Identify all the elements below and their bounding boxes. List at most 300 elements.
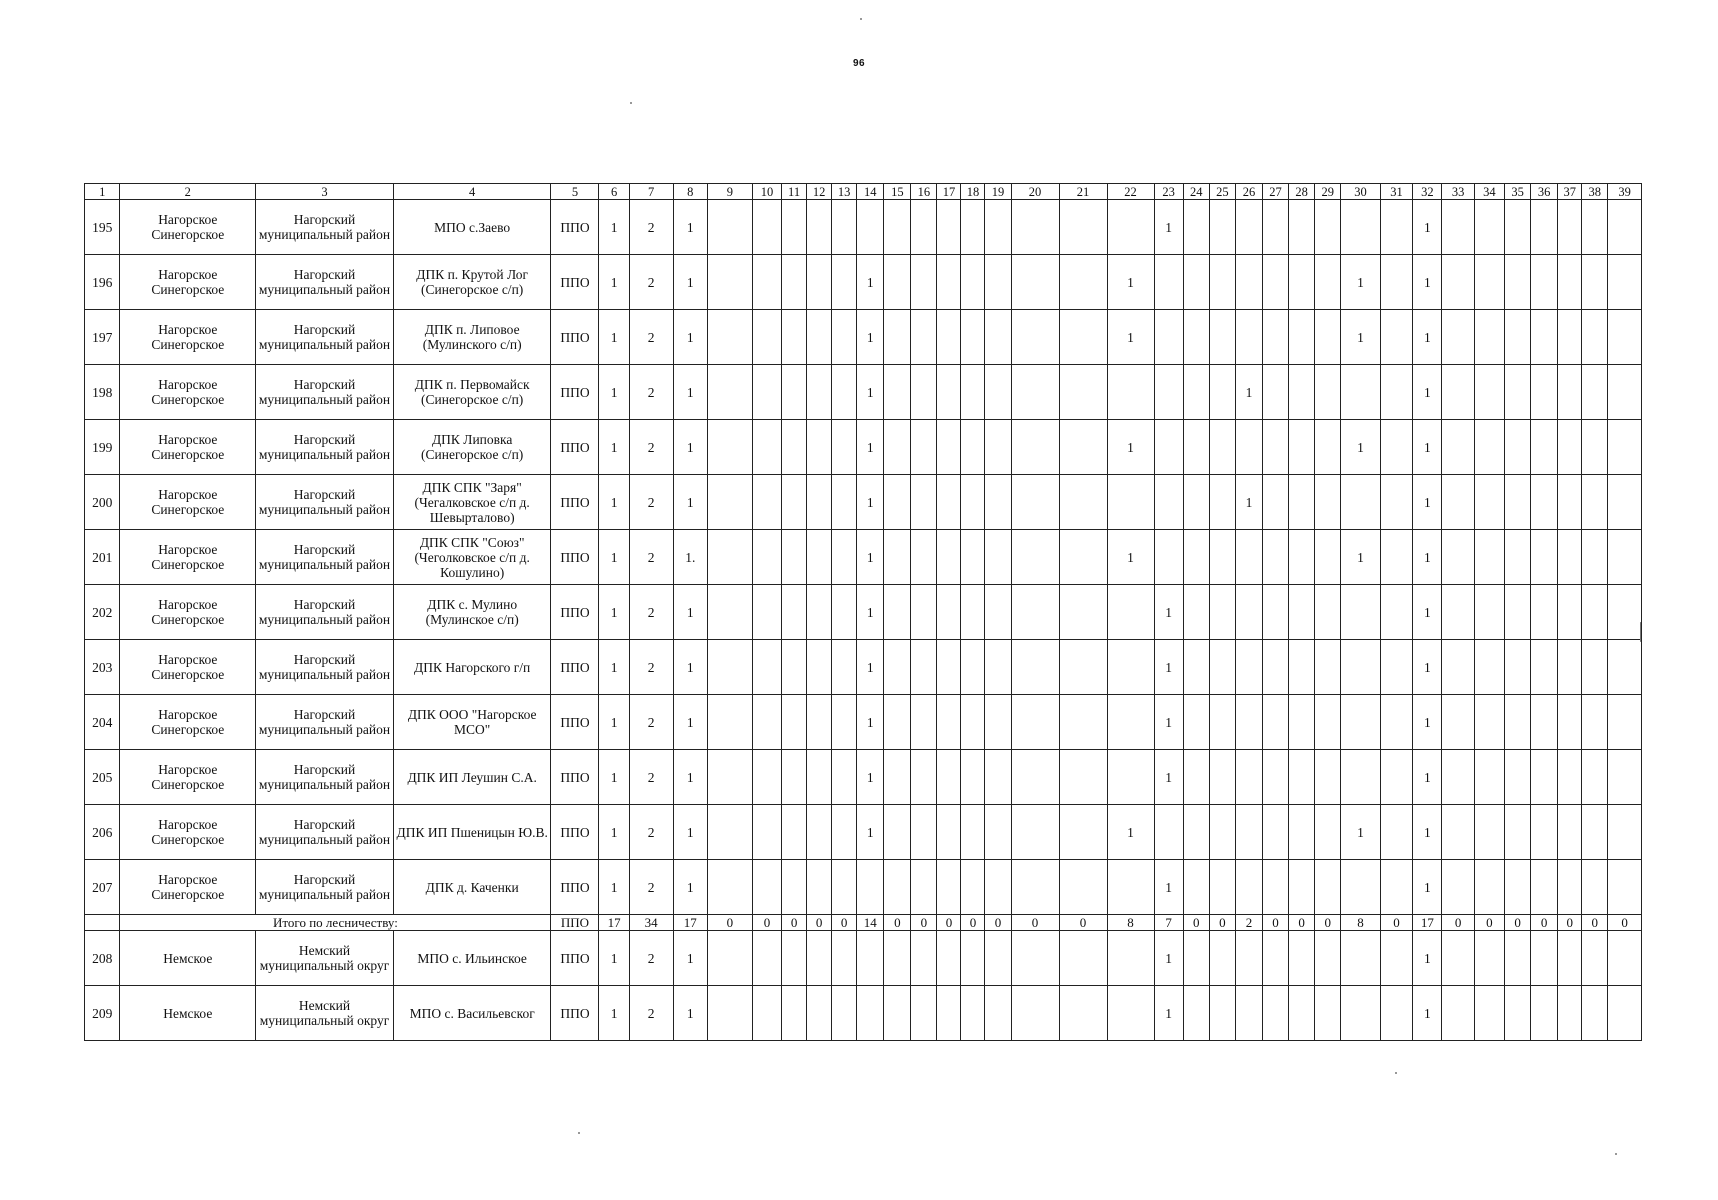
- unit-type-cell: ППО: [551, 475, 599, 530]
- table-row: [85, 365, 1642, 420]
- total-value-cell: 0: [807, 915, 832, 931]
- empty-cell: [1608, 200, 1642, 255]
- total-value-cell: 0: [1608, 915, 1642, 931]
- column-number-header-row: [85, 184, 1642, 200]
- value-cell-col-14: 1: [857, 640, 884, 695]
- value-cell-col-6: 1: [599, 931, 629, 986]
- scan-speck: [578, 1132, 580, 1134]
- value-cell-col-26: [1235, 860, 1262, 915]
- empty-cell: [1209, 860, 1235, 915]
- value-cell-col-23: [1154, 310, 1183, 365]
- empty-cell: [1209, 310, 1235, 365]
- empty-cell: [1183, 640, 1209, 695]
- page-number: 96: [852, 58, 866, 69]
- value-cell-col-26: [1235, 986, 1262, 1041]
- empty-cell: [911, 750, 937, 805]
- fire-unit-name-cell: ДПК СПК "Союз" (Чеголковское с/п д. Кошулино): [393, 530, 551, 585]
- empty-cell: [884, 200, 911, 255]
- empty-cell: [961, 530, 985, 585]
- empty-cell: [1183, 255, 1209, 310]
- empty-cell: [1380, 310, 1412, 365]
- empty-cell: [1380, 931, 1412, 986]
- total-value-cell: 0: [985, 915, 1011, 931]
- empty-cell: [1011, 365, 1059, 420]
- value-cell-col-32: 1: [1413, 200, 1442, 255]
- value-cell-col-7: 2: [629, 475, 673, 530]
- empty-cell: [1442, 475, 1474, 530]
- empty-cell: [782, 695, 807, 750]
- unit-type-cell: ППО: [551, 530, 599, 585]
- empty-cell: [1505, 420, 1531, 475]
- table-row: [85, 585, 1642, 640]
- column-number-header: 32: [1413, 184, 1442, 200]
- empty-cell: [832, 310, 857, 365]
- district-name-cell: Нагорский муниципальный район: [256, 695, 394, 750]
- empty-cell: [1582, 695, 1608, 750]
- empty-cell: [1183, 200, 1209, 255]
- value-cell-col-6: 1: [599, 475, 629, 530]
- value-cell-col-7: 2: [629, 640, 673, 695]
- empty-cell: [1059, 255, 1107, 310]
- empty-cell: [707, 420, 752, 475]
- unit-type-cell: ППО: [551, 310, 599, 365]
- empty-cell: [961, 750, 985, 805]
- empty-cell: [1183, 860, 1209, 915]
- forestry-name-cell: Нагорское Синегорское: [120, 805, 256, 860]
- empty-cell: [1558, 475, 1582, 530]
- value-cell-col-22: 1: [1107, 255, 1154, 310]
- empty-cell: [1059, 420, 1107, 475]
- empty-cell: [911, 310, 937, 365]
- total-value-cell: 0: [1059, 915, 1107, 931]
- forestry-total-row: [85, 915, 1642, 931]
- column-number-header: 39: [1608, 184, 1642, 200]
- value-cell-col-6: 1: [599, 310, 629, 365]
- value-cell-col-8: 1: [673, 255, 707, 310]
- column-number-header: 34: [1474, 184, 1504, 200]
- empty-cell: [911, 200, 937, 255]
- empty-cell: [752, 695, 781, 750]
- column-number-header: 7: [629, 184, 673, 200]
- value-cell-col-26: [1235, 805, 1262, 860]
- empty-cell: [1209, 200, 1235, 255]
- value-cell-col-30: 1: [1341, 420, 1381, 475]
- column-number-header: 35: [1505, 184, 1531, 200]
- unit-type-cell: ППО: [551, 585, 599, 640]
- column-number-header: 12: [807, 184, 832, 200]
- value-cell-col-6: 1: [599, 640, 629, 695]
- empty-cell: [1315, 365, 1341, 420]
- empty-cell: [1380, 640, 1412, 695]
- table-row: [85, 860, 1642, 915]
- empty-cell: [1209, 986, 1235, 1041]
- district-name-cell: Нагорский муниципальный район: [256, 805, 394, 860]
- empty-cell: [985, 750, 1011, 805]
- row-number-cell: 207: [85, 860, 120, 915]
- empty-cell: [1608, 530, 1642, 585]
- empty-cell: [1289, 530, 1315, 585]
- empty-cell: [1531, 860, 1558, 915]
- empty-cell: [807, 640, 832, 695]
- empty-cell: [807, 475, 832, 530]
- empty-cell: [1505, 986, 1531, 1041]
- empty-cell: [1380, 420, 1412, 475]
- empty-cell: [911, 695, 937, 750]
- total-value-cell: 8: [1107, 915, 1154, 931]
- empty-cell: [1289, 750, 1315, 805]
- empty-cell: [961, 695, 985, 750]
- empty-cell: [1558, 420, 1582, 475]
- value-cell-col-8: 1: [673, 420, 707, 475]
- district-name-cell: Нагорский муниципальный район: [256, 475, 394, 530]
- empty-cell: [1380, 365, 1412, 420]
- total-value-cell: 0: [1558, 915, 1582, 931]
- empty-cell: [911, 530, 937, 585]
- empty-cell: [1474, 530, 1504, 585]
- value-cell-col-30: 1: [1341, 530, 1381, 585]
- value-cell-col-14: 1: [857, 420, 884, 475]
- empty-cell: [707, 931, 752, 986]
- value-cell-col-14: [857, 931, 884, 986]
- empty-cell: [1442, 640, 1474, 695]
- empty-cell: [1558, 255, 1582, 310]
- empty-cell: [1059, 640, 1107, 695]
- empty-cell: [752, 475, 781, 530]
- empty-cell: [752, 931, 781, 986]
- forestry-name-cell: Нагорское Синегорское: [120, 365, 256, 420]
- empty-cell: [1442, 200, 1474, 255]
- empty-cell: [1059, 310, 1107, 365]
- district-name-cell: Нагорский муниципальный район: [256, 200, 394, 255]
- empty-cell: [911, 805, 937, 860]
- column-number-header: 30: [1341, 184, 1381, 200]
- empty-cell: [807, 530, 832, 585]
- empty-cell: [1289, 200, 1315, 255]
- empty-cell: [1531, 585, 1558, 640]
- empty-cell: [1059, 931, 1107, 986]
- value-cell-col-14: 1: [857, 585, 884, 640]
- empty-cell: [1315, 860, 1341, 915]
- empty-cell: [985, 475, 1011, 530]
- column-number-header: 1: [85, 184, 120, 200]
- empty-cell: [884, 255, 911, 310]
- total-value-cell: 0: [1289, 915, 1315, 931]
- empty-cell: [1474, 805, 1504, 860]
- empty-cell: [1474, 475, 1504, 530]
- fire-unit-name-cell: МПО с.Заево: [393, 200, 551, 255]
- empty-cell: [707, 255, 752, 310]
- unit-type-cell: ППО: [551, 986, 599, 1041]
- empty-cell: [752, 986, 781, 1041]
- register-table-container: [84, 183, 1642, 1041]
- column-number-header: 21: [1059, 184, 1107, 200]
- empty-cell: [782, 475, 807, 530]
- value-cell-col-23: 1: [1154, 931, 1183, 986]
- value-cell-col-7: 2: [629, 805, 673, 860]
- empty-cell: [1531, 365, 1558, 420]
- scan-speck: [1615, 1153, 1617, 1155]
- empty-cell: [1505, 695, 1531, 750]
- total-value-cell: 0: [1531, 915, 1558, 931]
- empty-cell: [1059, 475, 1107, 530]
- value-cell-col-23: 1: [1154, 585, 1183, 640]
- empty-cell: [1263, 200, 1289, 255]
- empty-cell: [1289, 986, 1315, 1041]
- empty-cell: [807, 750, 832, 805]
- value-cell-col-8: 1: [673, 750, 707, 805]
- value-cell-col-7: 2: [629, 750, 673, 805]
- value-cell-col-7: 2: [629, 365, 673, 420]
- empty-cell: [1608, 805, 1642, 860]
- empty-cell: [1558, 585, 1582, 640]
- empty-cell: [884, 750, 911, 805]
- column-number-header: 15: [884, 184, 911, 200]
- empty-cell: [782, 750, 807, 805]
- column-number-header: 25: [1209, 184, 1235, 200]
- value-cell-col-23: [1154, 365, 1183, 420]
- column-number-header: 18: [961, 184, 985, 200]
- empty-cell: [807, 585, 832, 640]
- empty-cell: [1183, 986, 1209, 1041]
- empty-cell: [707, 750, 752, 805]
- empty-cell: [1474, 200, 1504, 255]
- empty-cell: [1289, 805, 1315, 860]
- empty-cell: [1474, 420, 1504, 475]
- empty-cell: [1380, 750, 1412, 805]
- empty-cell: [1289, 255, 1315, 310]
- value-cell-col-7: 2: [629, 986, 673, 1041]
- value-cell-col-14: 1: [857, 750, 884, 805]
- empty-cell: [1558, 200, 1582, 255]
- empty-cell: [937, 695, 961, 750]
- empty-cell: [832, 695, 857, 750]
- register-table: [84, 183, 1642, 1041]
- value-cell-col-8: 1: [673, 695, 707, 750]
- scan-speck: [630, 102, 632, 104]
- empty-cell: [1474, 365, 1504, 420]
- value-cell-col-22: [1107, 860, 1154, 915]
- empty-cell: [1315, 640, 1341, 695]
- value-cell-col-32: 1: [1413, 530, 1442, 585]
- district-name-cell: Нагорский муниципальный район: [256, 420, 394, 475]
- total-value-cell: 0: [884, 915, 911, 931]
- column-number-header: 16: [911, 184, 937, 200]
- value-cell-col-26: [1235, 750, 1262, 805]
- empty-cell: [1263, 365, 1289, 420]
- empty-cell: [1582, 420, 1608, 475]
- empty-cell: [884, 585, 911, 640]
- value-cell-col-6: 1: [599, 750, 629, 805]
- empty-cell: [1442, 931, 1474, 986]
- empty-cell: [1474, 860, 1504, 915]
- value-cell-col-7: 2: [629, 585, 673, 640]
- empty-cell: [807, 255, 832, 310]
- empty-cell: [1380, 530, 1412, 585]
- table-row: [85, 420, 1642, 475]
- unit-type-cell: ППО: [551, 805, 599, 860]
- empty-cell: [1582, 255, 1608, 310]
- empty-cell: [1531, 931, 1558, 986]
- empty-cell: [1315, 585, 1341, 640]
- empty-cell: [832, 750, 857, 805]
- column-number-header: 2: [120, 184, 256, 200]
- table-row: [85, 805, 1642, 860]
- value-cell-col-22: [1107, 986, 1154, 1041]
- value-cell-col-26: [1235, 530, 1262, 585]
- empty-cell: [832, 860, 857, 915]
- value-cell-col-30: 1: [1341, 255, 1381, 310]
- empty-cell: [911, 640, 937, 695]
- table-row: [85, 695, 1642, 750]
- value-cell-col-26: [1235, 255, 1262, 310]
- empty-cell: [1582, 475, 1608, 530]
- fire-unit-name-cell: ДПК Нагорского г/п: [393, 640, 551, 695]
- empty-cell: [1582, 310, 1608, 365]
- value-cell-col-32: 1: [1413, 310, 1442, 365]
- empty-cell: [937, 310, 961, 365]
- empty-cell: [707, 860, 752, 915]
- empty-cell: [911, 931, 937, 986]
- empty-cell: [1608, 750, 1642, 805]
- empty-cell: [911, 986, 937, 1041]
- value-cell-col-14: [857, 200, 884, 255]
- value-cell-col-8: 1: [673, 310, 707, 365]
- empty-cell: [782, 530, 807, 585]
- empty-cell: [937, 365, 961, 420]
- fire-unit-name-cell: ДПК ИП Пшеницын Ю.В.: [393, 805, 551, 860]
- empty-cell: [782, 860, 807, 915]
- empty-cell: [1608, 585, 1642, 640]
- empty-cell: [985, 365, 1011, 420]
- total-value-cell: 0: [1011, 915, 1059, 931]
- column-number-header: 11: [782, 184, 807, 200]
- fire-unit-name-cell: ДПК п. Первомайск (Синегорское с/п): [393, 365, 551, 420]
- empty-cell: [1059, 860, 1107, 915]
- empty-cell: [1315, 931, 1341, 986]
- value-cell-col-30: [1341, 860, 1381, 915]
- empty-cell: [1183, 310, 1209, 365]
- empty-cell: [1183, 695, 1209, 750]
- empty-cell: [807, 931, 832, 986]
- empty-cell: [884, 475, 911, 530]
- fire-unit-name-cell: МПО с. Ильинское: [393, 931, 551, 986]
- empty-cell: [1011, 750, 1059, 805]
- empty-cell: [1558, 365, 1582, 420]
- row-number-cell: 200: [85, 475, 120, 530]
- empty-cell: [985, 805, 1011, 860]
- empty-cell: [1608, 365, 1642, 420]
- empty-cell: [752, 530, 781, 585]
- value-cell-col-6: 1: [599, 585, 629, 640]
- unit-type-cell: ППО: [551, 255, 599, 310]
- empty-cell: [884, 860, 911, 915]
- row-number-cell: 201: [85, 530, 120, 585]
- value-cell-col-30: [1341, 695, 1381, 750]
- row-number-cell: 199: [85, 420, 120, 475]
- column-number-header: 19: [985, 184, 1011, 200]
- value-cell-col-30: [1341, 640, 1381, 695]
- empty-cell: [707, 475, 752, 530]
- total-value-cell: 2: [1235, 915, 1262, 931]
- value-cell-col-30: [1341, 200, 1381, 255]
- table-row: [85, 640, 1642, 695]
- value-cell-col-32: 1: [1413, 805, 1442, 860]
- empty-cell: [985, 530, 1011, 585]
- total-value-cell: 0: [911, 915, 937, 931]
- empty-cell: [1531, 200, 1558, 255]
- empty-cell: [884, 365, 911, 420]
- value-cell-col-30: [1341, 986, 1381, 1041]
- value-cell-col-22: [1107, 365, 1154, 420]
- empty-cell: [937, 640, 961, 695]
- empty-cell: [782, 805, 807, 860]
- empty-cell: [1209, 931, 1235, 986]
- empty-cell: [937, 986, 961, 1041]
- empty-cell: [1582, 931, 1608, 986]
- empty-cell: [911, 255, 937, 310]
- empty-cell: [1209, 420, 1235, 475]
- empty-cell: [961, 931, 985, 986]
- fire-unit-name-cell: ДПК д. Каченки: [393, 860, 551, 915]
- empty-cell: [1183, 805, 1209, 860]
- empty-cell: [752, 640, 781, 695]
- empty-cell: [1263, 640, 1289, 695]
- empty-cell: [1263, 530, 1289, 585]
- total-value-cell: 0: [707, 915, 752, 931]
- value-cell-col-8: 1: [673, 200, 707, 255]
- column-number-header: 33: [1442, 184, 1474, 200]
- value-cell-col-32: 1: [1413, 986, 1442, 1041]
- value-cell-col-32: 1: [1413, 750, 1442, 805]
- empty-cell: [782, 255, 807, 310]
- empty-cell: [961, 200, 985, 255]
- empty-cell: [707, 640, 752, 695]
- forestry-name-cell: Немское: [120, 986, 256, 1041]
- row-number-cell: 202: [85, 585, 120, 640]
- empty-cell: [1608, 420, 1642, 475]
- empty-cell: [1558, 986, 1582, 1041]
- value-cell-col-32: 1: [1413, 860, 1442, 915]
- fire-unit-name-cell: ДПК с. Мулино (Мулинское с/п): [393, 585, 551, 640]
- empty-cell: [807, 860, 832, 915]
- empty-cell: [985, 640, 1011, 695]
- value-cell-col-14: 1: [857, 365, 884, 420]
- forestry-name-cell: Нагорское Синегорское: [120, 750, 256, 805]
- row-number-cell: 195: [85, 200, 120, 255]
- empty-cell: [1315, 530, 1341, 585]
- column-number-header: 4: [393, 184, 551, 200]
- empty-cell: [1289, 695, 1315, 750]
- empty-cell: [1505, 530, 1531, 585]
- value-cell-col-23: 1: [1154, 200, 1183, 255]
- value-cell-col-22: 1: [1107, 420, 1154, 475]
- empty-cell: [1442, 860, 1474, 915]
- value-cell-col-14: [857, 860, 884, 915]
- empty-cell: [752, 310, 781, 365]
- value-cell-col-32: 1: [1413, 255, 1442, 310]
- empty-cell: [1582, 585, 1608, 640]
- empty-cell: [1442, 530, 1474, 585]
- empty-cell: [1011, 420, 1059, 475]
- total-value-cell: 0: [1209, 915, 1235, 931]
- empty-cell: [937, 931, 961, 986]
- value-cell-col-8: 1: [673, 475, 707, 530]
- empty-cell: [1315, 475, 1341, 530]
- column-number-header: 36: [1531, 184, 1558, 200]
- empty-cell: [832, 931, 857, 986]
- empty-cell: [884, 805, 911, 860]
- empty-cell: [985, 986, 1011, 1041]
